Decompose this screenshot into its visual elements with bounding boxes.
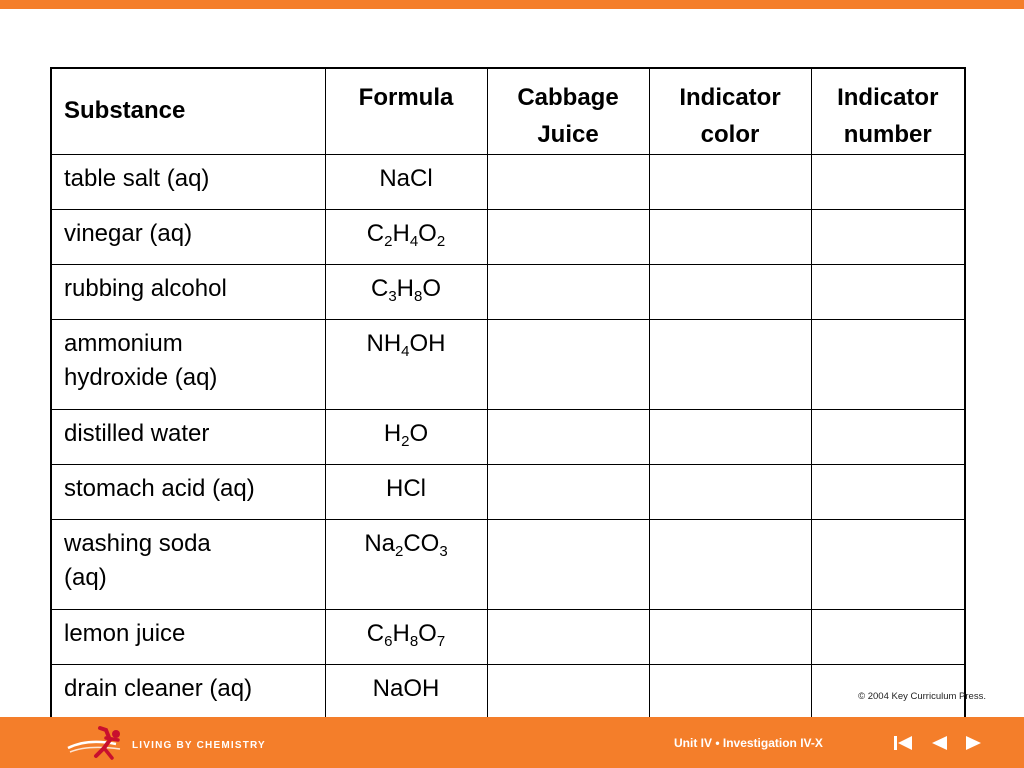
formula-subscript: 2: [436, 232, 446, 250]
cabbage-juice-cell[interactable]: [487, 464, 649, 519]
formula-cell: [325, 464, 487, 519]
formula-element: H: [383, 419, 402, 447]
table-row: [51, 409, 965, 464]
table-row: [51, 209, 965, 264]
formula-element: O: [422, 274, 442, 302]
indicator-number-cell[interactable]: [811, 209, 965, 264]
substance-name: rubbing alcohol: [64, 274, 227, 302]
substance-name: hydroxide (aq): [64, 363, 218, 391]
cabbage-juice-cell[interactable]: [487, 664, 649, 720]
indicator-number-cell[interactable]: [811, 519, 965, 609]
header-formula: [325, 68, 487, 154]
substance-cell: [51, 464, 325, 519]
formula-cell: [325, 519, 487, 609]
previous-triangle-icon[interactable]: [928, 733, 950, 753]
table-row: [51, 519, 965, 609]
formula-subscript: 7: [436, 632, 446, 650]
header-label-line: Indicator: [679, 84, 781, 111]
header-indicator-color: [649, 68, 811, 154]
substance-cell: [51, 519, 325, 609]
indicator-color-cell[interactable]: [649, 209, 811, 264]
indicator-number-cell[interactable]: [811, 609, 965, 664]
header-label-line: number: [843, 121, 932, 148]
table-body: [51, 154, 965, 720]
formula-cell: [325, 609, 487, 664]
substance-name: distilled water: [64, 419, 210, 447]
formula-cell: [325, 664, 487, 720]
substance-name: vinegar (aq): [64, 219, 193, 247]
formula-subscript: 2: [384, 232, 393, 250]
formula-element: O: [418, 619, 437, 647]
table-row: [51, 664, 965, 720]
indicator-color-cell[interactable]: [649, 319, 811, 409]
substance-name: washing soda: [64, 529, 211, 557]
formula-cell: [325, 154, 487, 209]
substance-cell: [51, 609, 325, 664]
formula-element: OH: [409, 329, 446, 357]
brand-name: LIVING BY CHEMISTRY: [132, 740, 266, 751]
substance-name: lemon juice: [64, 619, 186, 647]
cabbage-juice-cell[interactable]: [487, 319, 649, 409]
formula-subscript: 2: [401, 432, 410, 450]
indicator-number-cell[interactable]: [811, 409, 965, 464]
substance-cell: [51, 664, 325, 720]
indicator-color-cell[interactable]: [649, 409, 811, 464]
indicator-color-cell[interactable]: [649, 154, 811, 209]
formula-element: C: [366, 619, 385, 647]
table-row: [51, 609, 965, 664]
copyright-notice: © 2004 Key Curriculum Press.: [858, 691, 986, 702]
formula-subscript: 3: [388, 287, 397, 305]
indicator-number-cell[interactable]: [811, 264, 965, 319]
indicator-color-cell[interactable]: [649, 609, 811, 664]
header-label-line: Substance: [64, 97, 186, 125]
indicator-color-cell[interactable]: [649, 664, 811, 720]
header-label-line: Formula: [358, 84, 454, 111]
indicator-number-cell[interactable]: [811, 464, 965, 519]
skip-to-start-icon[interactable]: [892, 733, 914, 753]
formula-element: H: [392, 619, 410, 647]
formula-subscript: 8: [414, 287, 423, 305]
formula-cell: [325, 409, 487, 464]
indicator-number-cell[interactable]: [811, 154, 965, 209]
formula-element: C: [366, 219, 385, 247]
substance-cell: [51, 264, 325, 319]
cabbage-juice-cell[interactable]: [487, 519, 649, 609]
formula-subscript: 3: [439, 542, 448, 560]
substance-cell: [51, 209, 325, 264]
header-indicator-number: [811, 68, 965, 154]
formula-subscript: 8: [409, 632, 419, 650]
top-accent-bar: [0, 0, 1024, 9]
next-triangle-icon[interactable]: [962, 733, 984, 753]
indicator-data-table: [50, 67, 966, 721]
header-substance: [51, 68, 325, 154]
substance-name: stomach acid (aq): [64, 474, 255, 502]
cabbage-juice-cell[interactable]: [487, 209, 649, 264]
formula-subscript: 2: [395, 542, 404, 560]
indicator-color-cell[interactable]: [649, 264, 811, 319]
formula-element: H: [396, 274, 414, 302]
formula-element: Na: [364, 529, 395, 557]
table-row: [51, 154, 965, 209]
formula-element: C: [370, 274, 389, 302]
formula-element: HCl: [386, 474, 426, 502]
formula-cell: [325, 209, 487, 264]
header-label-line: Juice: [537, 121, 599, 148]
indicator-color-cell[interactable]: [649, 519, 811, 609]
cabbage-juice-cell[interactable]: [487, 409, 649, 464]
formula-element: H: [392, 219, 410, 247]
cabbage-juice-cell[interactable]: [487, 154, 649, 209]
formula-cell: [325, 319, 487, 409]
living-by-chemistry-logo-icon: [66, 722, 126, 762]
header-label-line: color: [700, 121, 760, 148]
formula-subscript: 6: [384, 632, 393, 650]
substance-cell: [51, 319, 325, 409]
formula-element: NH: [366, 329, 402, 357]
formula-element: CO: [403, 529, 440, 557]
formula-cell: [325, 264, 487, 319]
formula-element: O: [409, 419, 429, 447]
substance-cell: [51, 154, 325, 209]
substance-name: (aq): [64, 563, 107, 591]
substance-name: drain cleaner (aq): [64, 674, 253, 702]
formula-element: NaOH: [372, 674, 440, 702]
table-row: [51, 264, 965, 319]
indicator-number-cell[interactable]: [811, 319, 965, 409]
header-label-line: Indicator: [837, 84, 939, 111]
formula-element: NaCl: [379, 164, 433, 192]
table-header-row: [51, 68, 965, 154]
table-row: [51, 319, 965, 409]
formula-subscript: 4: [409, 232, 419, 250]
table-row: [51, 464, 965, 519]
cabbage-juice-cell[interactable]: [487, 264, 649, 319]
substance-name: table salt (aq): [64, 164, 210, 192]
indicator-color-cell[interactable]: [649, 464, 811, 519]
header-label-line: Cabbage: [517, 84, 619, 111]
formula-element: O: [418, 219, 437, 247]
header-cabbage-juice: [487, 68, 649, 154]
unit-investigation-label: Unit IV • Investigation IV-X: [674, 736, 823, 750]
substance-cell: [51, 409, 325, 464]
cabbage-juice-cell[interactable]: [487, 609, 649, 664]
substance-name: ammonium: [64, 329, 183, 357]
formula-subscript: 4: [401, 342, 410, 360]
